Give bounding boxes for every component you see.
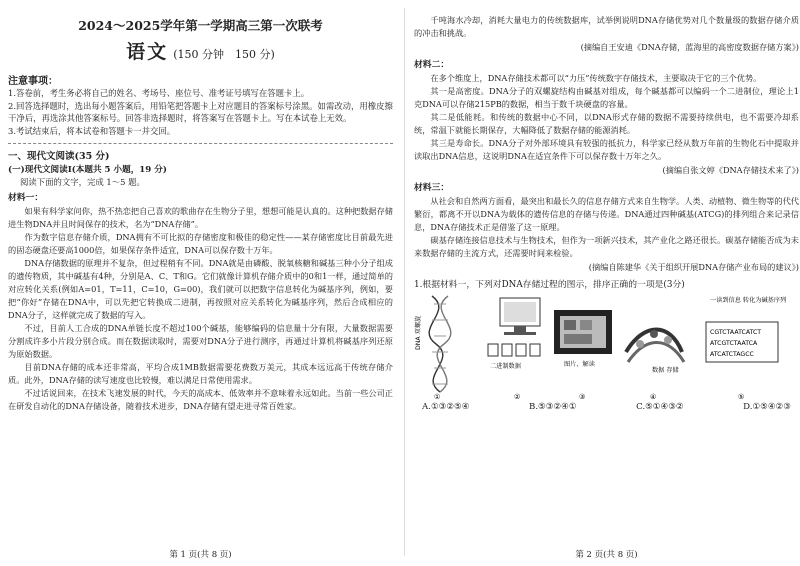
notice-heading: 注意事项：: [8, 76, 58, 87]
source-citation: (摘编自陈建华《关于组织开展DNA存储产业布局的建议》): [588, 262, 799, 272]
option-b[interactable]: B.⑤③②④①: [528, 402, 577, 412]
material-paragraph: 碳基存储连接信息技术与生物技术，但作为一项新兴技术，其产业化之路还很长。碳基存储能否成为未来数据存储的主流方式，还需要时间来检验。: [414, 235, 799, 258]
material-paragraph: DNA存储数据的原理并不复杂，但过程稍有不同。DNA就是由磷酸、脱氧核糖和碱基三种小分子组成的遗传物质，其中碱基有4种，分别是A、C、T和G。它们就像计算机存储介质中的0和1一样，通过简单的对应转化关系(例如A=01，T=11，C=10，G=00)，我们就可以把数字信息转化为碱基序列，例如，要把“你好”存储在DNA中，可以先把它转换成二进制，再按照对应关系转化为碱基序列，然后合成相应的DNA分子，这样就完成了数据的写入。: [8, 258, 393, 320]
page-footer: 第 1 页(共 8 页): [169, 550, 232, 560]
material-paragraph: 其二是低能耗。和传统的数据中心不同，以DNA形式存储的数据不需要持续供电，也不需要冷却系统，常温下就能长期保存，大幅降低了数据存储的能源消耗。: [414, 112, 799, 135]
dna-molecule-image: [626, 330, 684, 363]
computer-image: [488, 298, 540, 356]
figure-number: ①: [434, 393, 441, 400]
computer-label: 二进制数据: [490, 363, 521, 370]
sequence-line: ATCGTCTAATCA: [710, 340, 758, 347]
dna-label: DNA 双螺旋: [415, 315, 422, 350]
question-1: 1.根据材料一，下列对DNA存储过程的图示，排序正确的一项是(3分): [414, 280, 685, 290]
material-paragraph: 在多个维度上，DNA存储技术都可以“力压”传统数字存储技术，主要取决于它的三个优势。: [430, 73, 762, 83]
sequence-line: ATCATCTAGCC: [710, 351, 754, 358]
material-paragraph: 其三是寿命长。DNA分子对外部环境具有较强的抵抗力，科学家已经从数万年前的生物化石中提取并读取出DNA信息，这说明DNA在适宜条件下可以保存数十万年之久。: [414, 138, 799, 161]
exam-duration: (150 分钟 150 分): [173, 48, 275, 61]
page-2: [414, 0, 799, 566]
exam-title: 2024～2025学年第一学期高三第一次联考: [78, 18, 323, 33]
material-paragraph: 从社会和自然两方面看，最突出和最长久的信息存储方式来自生物学。人类、动植物、微生物等的代代繁衍，都离不开以DNA为载体的遗传信息的存储与传递。DNA通过四种碱基(ATCG)的排列组合来记录信息，DNA存储技术正是借鉴了这一原理。: [414, 196, 799, 232]
material-paragraph: 作为数字信息存储介质，DNA拥有不可比拟的存储密度和极佳的稳定性——某存储密度比目前最先进的固态硬盘还要高1000倍，如果保存条件适宜，DNA可以保存数十万年。: [8, 232, 393, 255]
molecule-label: 数据 存储: [652, 367, 679, 374]
page-footer: 第 2 页(共 8 页): [575, 550, 638, 560]
section-divider: [8, 143, 393, 144]
figure-svg: [414, 292, 799, 400]
source-citation: (摘编自张文婷《DNA存储技术来了》): [662, 165, 799, 175]
dna-storage-figure: [414, 292, 799, 400]
notice-list: [8, 87, 393, 137]
notice-item: 3.考试结束后，将本试卷和答题卡一并交回。: [8, 125, 176, 136]
material-paragraph: 其一是高密度。DNA分子的双螺旋结构由碱基对组成，每个碱基都可以编码一个二进制位，理论上1克DNA可以存储215PB的数据，相当于数千块硬盘的容量。: [414, 86, 799, 109]
figure-number: ③: [579, 393, 586, 400]
option-d[interactable]: D.①⑤④②③: [743, 402, 791, 412]
notice-item: 2.回答选择题时，选出每小题答案后，用铅笔把答题卡上对应题目的答案标号涂黑。如需改动，用橡皮擦干净后，再选涂其他答案标号。回答非选择题时，将答案写在答题卡上。写在本试卷上无效。: [8, 100, 393, 123]
page-divider: [404, 8, 405, 556]
subsection-heading: (一)现代文阅读Ⅰ(本题共 5 小题，19 分): [8, 165, 167, 175]
figure-number: ⑤: [738, 393, 745, 400]
material-heading: 材料一：: [8, 193, 44, 203]
option-c[interactable]: C.⑤①④③②: [636, 402, 684, 412]
sequence-title: 一读到信息 转化为碱基序列: [710, 297, 787, 304]
subject-title: 语文: [126, 41, 169, 63]
photo-strip-image: [554, 310, 612, 354]
answer-options: [414, 402, 799, 412]
material-heading: 材料二：: [414, 60, 450, 70]
sequence-line: CGTCTAATCATCT: [710, 329, 762, 336]
material-paragraph: 如果有科学家问你，热不热恋把自己喜欢的歌曲存在生物分子里，想想可能是认真的。这种把数据存储进生物DNA并且时间保存的技术，名为“DNA存储”。: [8, 206, 393, 229]
subject-line: [8, 37, 393, 64]
photo-label: 图片、解读: [564, 361, 595, 368]
section-heading: 一、现代文阅读(35 分): [8, 151, 110, 162]
figure-number: ④: [650, 393, 657, 400]
material-paragraph: 不过话说回来，在技术飞速发展的时代，今天的高成本、低效率并不意味着永远如此。当前一些公司正在研发自动化的DNA存储设备，随着技术进步，DNA存储有望走进寻常百姓家。: [8, 388, 393, 411]
page-1: [8, 0, 393, 566]
continued-paragraph: 千吨海水冷却，消耗大量电力的传统数据库，试举例说明DNA存储优势对几个数量级的数据存储介质的冲击和挑战。: [414, 15, 799, 38]
material-paragraph: 不过，目前人工合成的DNA单链长度不超过100个碱基，能够编码的信息量十分有限，大量数据需要分割成许多小片段分别合成。而在数据读取时，需要对DNA分子进行测序，再通过计算机将碱基序列还原为原始数据。: [8, 323, 393, 359]
read-instruction: 阅读下面的文字，完成 1～5 题。: [20, 177, 145, 187]
material-paragraph: 目前DNA存储的成本还非常高，平均合成1MB数据需要花费数万美元，其成本远远高于传统存储介质。此外，DNA存储的读写速度也比较慢，难以满足日常使用需求。: [8, 362, 393, 385]
figure-number: ②: [514, 393, 521, 400]
notice-item: 1.答卷前，考生务必将自己的姓名、考场号、座位号、准考证号填写在答题卡上。: [8, 88, 310, 98]
option-a[interactable]: A.①③②⑤④: [422, 402, 470, 412]
dna-helix-image: [429, 296, 451, 392]
source-citation: (摘编自王安迪《DNA存储，蓝海里的高密度数据存储方案》): [580, 42, 799, 52]
material-heading: 材料三：: [414, 183, 450, 193]
